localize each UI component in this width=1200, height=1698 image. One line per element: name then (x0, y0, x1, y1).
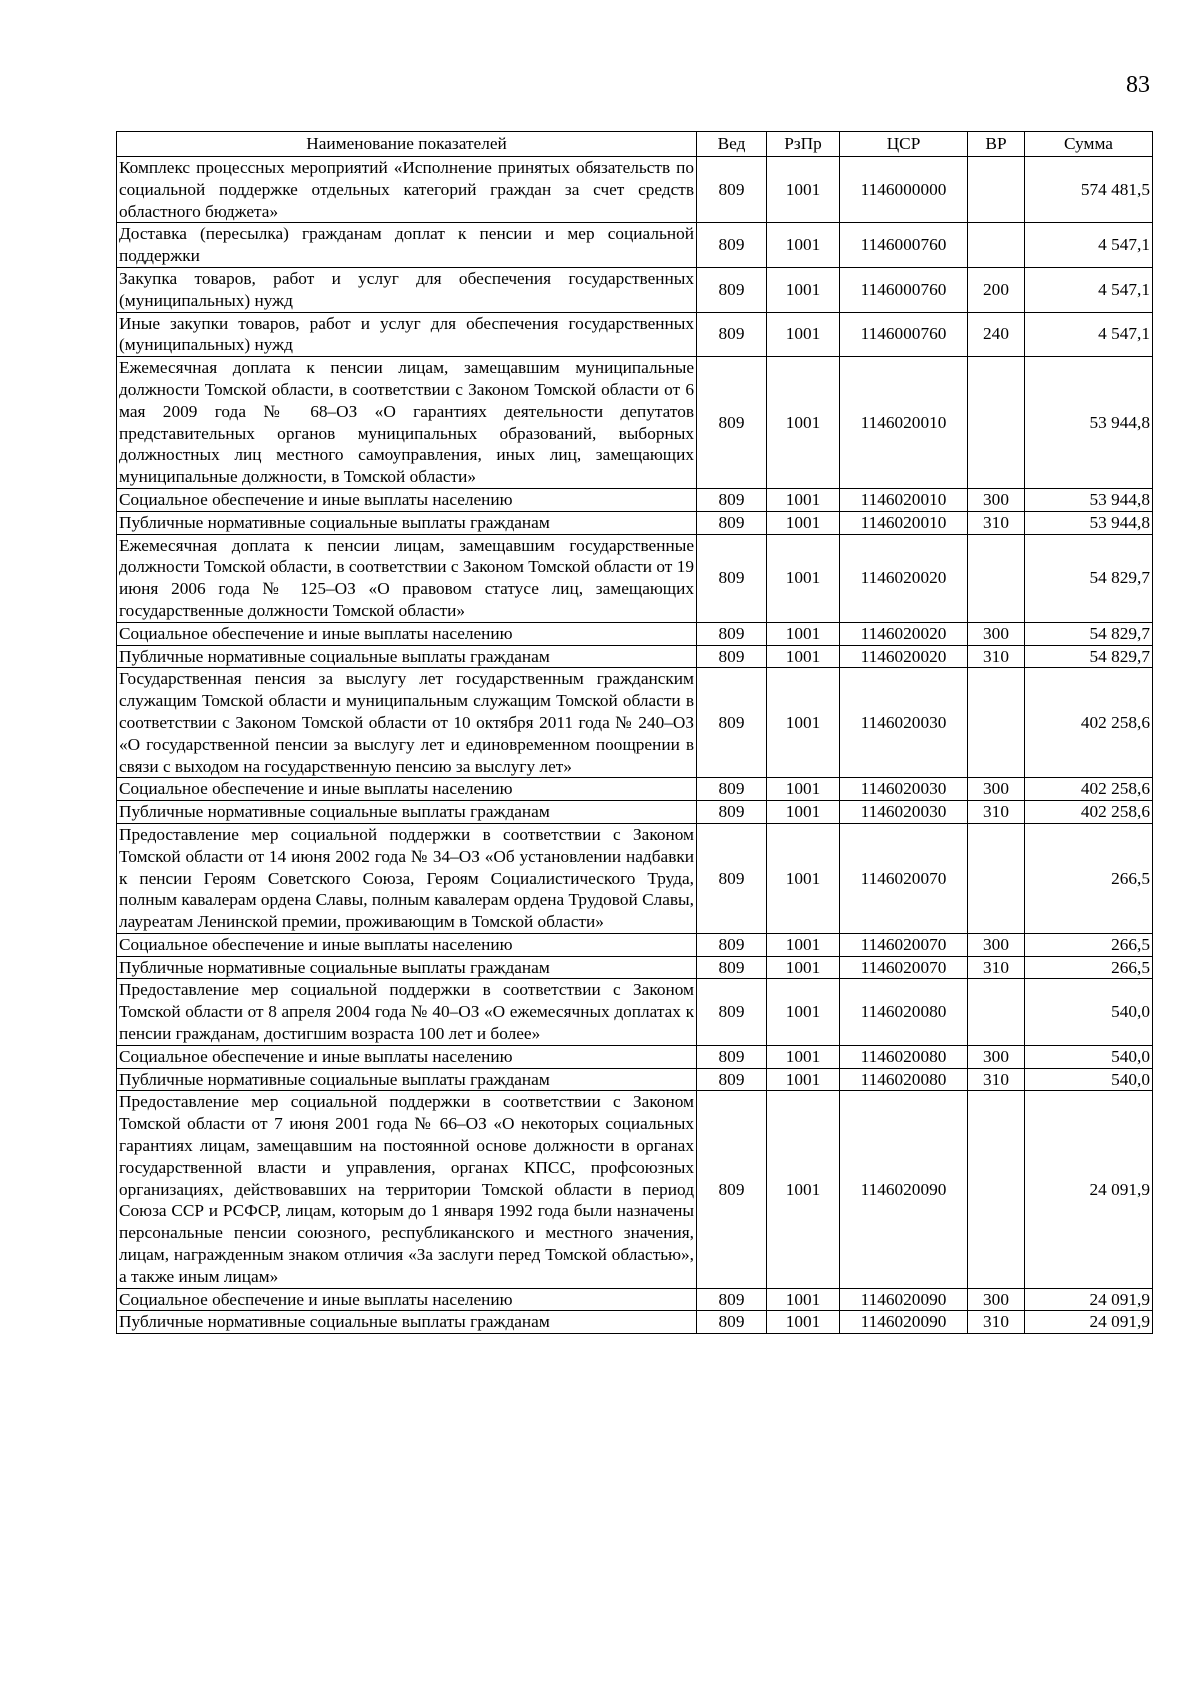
cell-ved: 809 (697, 223, 767, 268)
cell-ved: 809 (697, 956, 767, 979)
cell-sum: 266,5 (1025, 956, 1153, 979)
cell-ved: 809 (697, 645, 767, 668)
cell-ved: 809 (697, 979, 767, 1045)
table-row (117, 157, 1153, 223)
cell-name: Закупка товаров, работ и услуг для обеспечения государственных (муниципальных) нужд (117, 267, 697, 312)
header-ved: Вед (697, 132, 767, 157)
cell-name: Социальное обеспечение и иные выплаты населению (117, 488, 697, 511)
cell-ved: 809 (697, 1311, 767, 1334)
cell-rzpr: 1001 (767, 933, 840, 956)
table-row (117, 801, 1153, 824)
cell-vr: 300 (968, 622, 1025, 645)
cell-vr: 200 (968, 267, 1025, 312)
cell-vr (968, 157, 1025, 223)
table-row (117, 511, 1153, 534)
cell-csr: 1146020080 (840, 979, 968, 1045)
budget-table (116, 131, 1153, 1334)
cell-sum: 53 944,8 (1025, 511, 1153, 534)
cell-name: Публичные нормативные социальные выплаты гражданам (117, 1311, 697, 1334)
cell-ved: 809 (697, 778, 767, 801)
cell-rzpr: 1001 (767, 267, 840, 312)
header-vr: ВР (968, 132, 1025, 157)
cell-rzpr: 1001 (767, 1311, 840, 1334)
cell-sum: 53 944,8 (1025, 488, 1153, 511)
cell-sum: 54 829,7 (1025, 534, 1153, 622)
cell-name: Предоставление мер социальной поддержки в соответствии с Законом Томской области от 8 апреля 2004 года № 40–ОЗ «О ежемесячных доплатах к пенсии гражданам, достигшим возраста 100 лет и более» (117, 979, 697, 1045)
cell-sum: 266,5 (1025, 933, 1153, 956)
cell-ved: 809 (697, 157, 767, 223)
cell-sum: 402 258,6 (1025, 668, 1153, 778)
header-csr: ЦСР (840, 132, 968, 157)
cell-ved: 809 (697, 668, 767, 778)
cell-sum: 402 258,6 (1025, 778, 1153, 801)
page-number: 83 (1126, 72, 1150, 98)
cell-ved: 809 (697, 622, 767, 645)
cell-ved: 809 (697, 534, 767, 622)
cell-csr: 1146020020 (840, 645, 968, 668)
table-row (117, 823, 1153, 933)
cell-csr: 1146020090 (840, 1091, 968, 1288)
cell-rzpr: 1001 (767, 778, 840, 801)
cell-sum: 54 829,7 (1025, 622, 1153, 645)
cell-ved: 809 (697, 933, 767, 956)
table-row (117, 488, 1153, 511)
header-rzpr: РзПр (767, 132, 840, 157)
cell-name: Социальное обеспечение и иные выплаты населению (117, 1045, 697, 1068)
header-sum: Сумма (1025, 132, 1153, 157)
table-body (117, 157, 1153, 1334)
cell-rzpr: 1001 (767, 668, 840, 778)
table-row (117, 1045, 1153, 1068)
cell-sum: 574 481,5 (1025, 157, 1153, 223)
cell-name: Комплекс процессных мероприятий «Исполнение принятых обязательств по социальной поддержке отдельных категорий граждан за счет средств областного бюджета» (117, 157, 697, 223)
cell-csr: 1146020070 (840, 933, 968, 956)
cell-vr: 300 (968, 933, 1025, 956)
table-row (117, 645, 1153, 668)
cell-csr: 1146020090 (840, 1288, 968, 1311)
cell-rzpr: 1001 (767, 511, 840, 534)
cell-rzpr: 1001 (767, 223, 840, 268)
cell-sum: 4 547,1 (1025, 267, 1153, 312)
table-row (117, 979, 1153, 1045)
cell-vr: 300 (968, 488, 1025, 511)
cell-vr: 310 (968, 645, 1025, 668)
cell-sum: 540,0 (1025, 979, 1153, 1045)
table-row (117, 668, 1153, 778)
cell-csr: 1146020090 (840, 1311, 968, 1334)
table-row (117, 1068, 1153, 1091)
cell-csr: 1146020080 (840, 1045, 968, 1068)
cell-rzpr: 1001 (767, 1288, 840, 1311)
cell-rzpr: 1001 (767, 1091, 840, 1288)
cell-sum: 24 091,9 (1025, 1288, 1153, 1311)
table-row (117, 622, 1153, 645)
cell-vr: 300 (968, 1288, 1025, 1311)
cell-vr (968, 357, 1025, 489)
cell-csr: 1146020080 (840, 1068, 968, 1091)
cell-csr: 1146020020 (840, 534, 968, 622)
table-header-row (117, 132, 1153, 157)
cell-name: Публичные нормативные социальные выплаты гражданам (117, 1068, 697, 1091)
cell-sum: 24 091,9 (1025, 1311, 1153, 1334)
table-row (117, 1091, 1153, 1288)
cell-vr (968, 534, 1025, 622)
cell-vr: 300 (968, 778, 1025, 801)
cell-csr: 1146000760 (840, 267, 968, 312)
table-row (117, 956, 1153, 979)
cell-rzpr: 1001 (767, 1068, 840, 1091)
cell-csr: 1146020070 (840, 823, 968, 933)
cell-ved: 809 (697, 1091, 767, 1288)
cell-name: Публичные нормативные социальные выплаты гражданам (117, 801, 697, 824)
cell-name: Публичные нормативные социальные выплаты гражданам (117, 511, 697, 534)
cell-ved: 809 (697, 488, 767, 511)
cell-ved: 809 (697, 1068, 767, 1091)
cell-vr (968, 979, 1025, 1045)
table-row (117, 778, 1153, 801)
cell-name: Публичные нормативные социальные выплаты гражданам (117, 956, 697, 979)
cell-sum: 402 258,6 (1025, 801, 1153, 824)
cell-csr: 1146020070 (840, 956, 968, 979)
cell-vr: 310 (968, 956, 1025, 979)
cell-sum: 266,5 (1025, 823, 1153, 933)
cell-sum: 4 547,1 (1025, 223, 1153, 268)
cell-csr: 1146020030 (840, 801, 968, 824)
cell-vr: 240 (968, 312, 1025, 357)
cell-name: Ежемесячная доплата к пенсии лицам, замещавшим государственные должности Томской области, в соответствии с Законом Томской области от 19 июня 2006 года № 125–ОЗ «О правовом статусе лиц, замещающих государственные должности Томской области» (117, 534, 697, 622)
cell-vr (968, 668, 1025, 778)
cell-sum: 53 944,8 (1025, 357, 1153, 489)
cell-sum: 540,0 (1025, 1045, 1153, 1068)
cell-ved: 809 (697, 823, 767, 933)
cell-ved: 809 (697, 511, 767, 534)
cell-name: Доставка (пересылка) гражданам доплат к пенсии и мер социальной поддержки (117, 223, 697, 268)
cell-csr: 1146020010 (840, 357, 968, 489)
cell-ved: 809 (697, 267, 767, 312)
table-row (117, 1311, 1153, 1334)
cell-vr: 310 (968, 511, 1025, 534)
cell-sum: 540,0 (1025, 1068, 1153, 1091)
cell-ved: 809 (697, 1045, 767, 1068)
cell-vr: 310 (968, 1068, 1025, 1091)
cell-ved: 809 (697, 312, 767, 357)
header-name: Наименование показателей (117, 132, 697, 157)
cell-rzpr: 1001 (767, 357, 840, 489)
cell-rzpr: 1001 (767, 534, 840, 622)
table-row (117, 357, 1153, 489)
cell-csr: 1146020020 (840, 622, 968, 645)
cell-vr (968, 823, 1025, 933)
cell-sum: 24 091,9 (1025, 1091, 1153, 1288)
table-row (117, 534, 1153, 622)
cell-vr: 310 (968, 1311, 1025, 1334)
cell-rzpr: 1001 (767, 157, 840, 223)
cell-rzpr: 1001 (767, 645, 840, 668)
cell-name: Социальное обеспечение и иные выплаты населению (117, 778, 697, 801)
cell-name: Предоставление мер социальной поддержки в соответствии с Законом Томской области от 14 июня 2002 года № 34–ОЗ «Об установлении надбавки к пенсии Героям Советского Союза, Героям Социалистического Труда, полным кавалерам ордена Славы, полным кавалерам ордена Трудовой Славы, лауреатам Ленинской премии, проживающим в Томской области» (117, 823, 697, 933)
cell-rzpr: 1001 (767, 823, 840, 933)
cell-rzpr: 1001 (767, 956, 840, 979)
cell-sum: 54 829,7 (1025, 645, 1153, 668)
cell-name: Иные закупки товаров, работ и услуг для обеспечения государственных (муниципальных) нужд (117, 312, 697, 357)
cell-rzpr: 1001 (767, 979, 840, 1045)
cell-csr: 1146020010 (840, 511, 968, 534)
cell-vr: 300 (968, 1045, 1025, 1068)
cell-rzpr: 1001 (767, 622, 840, 645)
cell-rzpr: 1001 (767, 801, 840, 824)
cell-vr (968, 1091, 1025, 1288)
cell-vr: 310 (968, 801, 1025, 824)
cell-name: Публичные нормативные социальные выплаты гражданам (117, 645, 697, 668)
cell-name: Социальное обеспечение и иные выплаты населению (117, 933, 697, 956)
cell-csr: 1146000000 (840, 157, 968, 223)
cell-name: Социальное обеспечение и иные выплаты населению (117, 1288, 697, 1311)
cell-csr: 1146020030 (840, 778, 968, 801)
cell-csr: 1146020030 (840, 668, 968, 778)
cell-name: Государственная пенсия за выслугу лет государственным гражданским служащим Томской области и муниципальным служащим Томской области в соответствии с Законом Томской области от 10 октября 2011 года № 240–ОЗ «О государственной пенсии за выслугу лет и единовременном поощрении в связи с выходом на государственную пенсию за выслугу лет» (117, 668, 697, 778)
cell-rzpr: 1001 (767, 1045, 840, 1068)
cell-csr: 1146000760 (840, 223, 968, 268)
cell-rzpr: 1001 (767, 488, 840, 511)
cell-sum: 4 547,1 (1025, 312, 1153, 357)
table-row (117, 312, 1153, 357)
cell-vr (968, 223, 1025, 268)
cell-ved: 809 (697, 357, 767, 489)
cell-csr: 1146000760 (840, 312, 968, 357)
cell-name: Социальное обеспечение и иные выплаты населению (117, 622, 697, 645)
table-row (117, 933, 1153, 956)
cell-csr: 1146020010 (840, 488, 968, 511)
cell-name: Ежемесячная доплата к пенсии лицам, замещавшим муниципальные должности Томской области, в соответствии с Законом Томской области от 6 мая 2009 года № 68–ОЗ «О гарантиях деятельности депутатов представительных органов муниципальных образований, выборных должностных лиц местного самоуправления, иных лиц, замещающих муниципальные должности, в Томской области» (117, 357, 697, 489)
cell-name: Предоставление мер социальной поддержки в соответствии с Законом Томской области от 7 июня 2001 года № 66–ОЗ «О некоторых социальных гарантиях лицам, замещавшим на постоянной основе должности в органах государственной власти и управления, органах КПСС, профсоюзных организациях, действовавших на территории Томской области в период Союза ССР и РСФСР, лицам, которым до 1 января 1992 года были назначены персональные пенсии союзного, республиканского и местного значения, лицам, награжденным знаком отличия «За заслуги перед Томской областью», а также иным лицам» (117, 1091, 697, 1288)
table-row (117, 223, 1153, 268)
table-row (117, 1288, 1153, 1311)
cell-ved: 809 (697, 1288, 767, 1311)
cell-rzpr: 1001 (767, 312, 840, 357)
cell-ved: 809 (697, 801, 767, 824)
table-row (117, 267, 1153, 312)
